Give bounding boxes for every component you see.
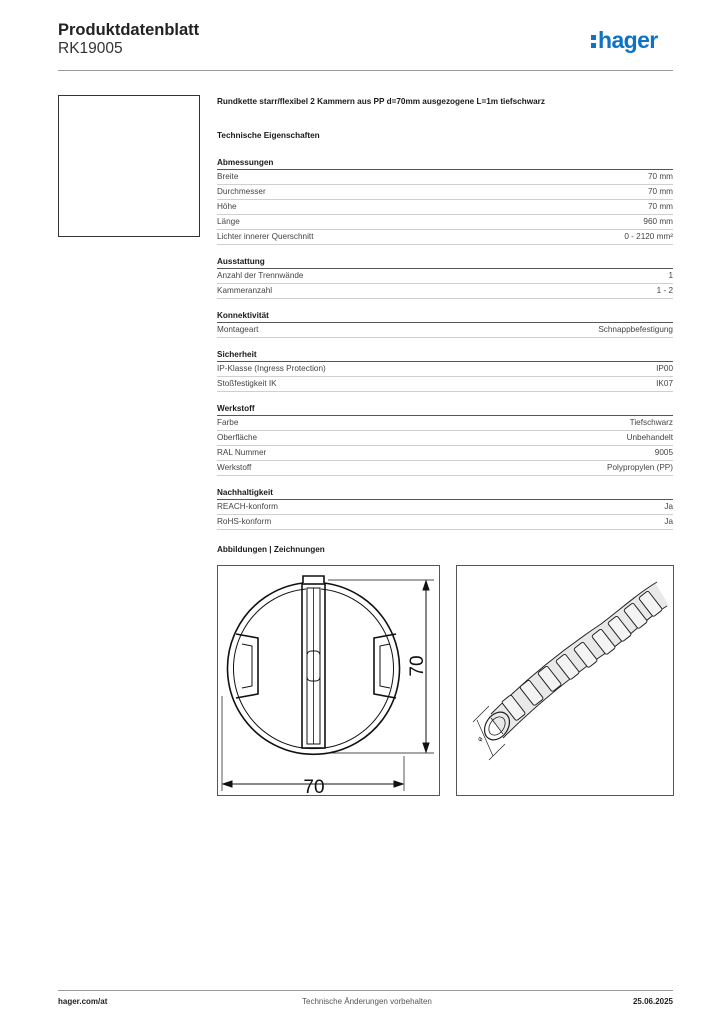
footer-date: 25.06.2025 bbox=[632, 997, 673, 1006]
product-image-placeholder bbox=[58, 95, 200, 237]
dim-arrow-bottom bbox=[423, 743, 429, 752]
footer-divider bbox=[58, 990, 673, 991]
spec-value: 1 - 2 bbox=[656, 286, 673, 295]
page-title: Produktdatenblatt bbox=[58, 21, 200, 39]
spec-section-title: Ausstattung bbox=[217, 255, 673, 269]
spec-section bbox=[217, 309, 673, 338]
dim-arrow-right bbox=[394, 781, 403, 787]
dim-width-label: 70 bbox=[303, 777, 325, 795]
main-content bbox=[217, 96, 673, 530]
spec-row bbox=[217, 431, 673, 446]
spec-row bbox=[217, 377, 673, 392]
dim-arrow-top bbox=[423, 581, 429, 590]
left-latch-inner bbox=[242, 644, 252, 688]
spec-row bbox=[217, 170, 673, 185]
spec-row bbox=[217, 446, 673, 461]
footer-disclaimer: Technische Änderungen vorbehalten bbox=[302, 997, 432, 1006]
spec-label: RAL Nummer bbox=[217, 448, 267, 457]
spec-label: Höhe bbox=[217, 202, 237, 211]
spec-section-title: Konnektivität bbox=[217, 309, 673, 323]
spec-value: 70 mm bbox=[647, 187, 673, 196]
spec-label: Montageart bbox=[217, 325, 259, 334]
spec-row bbox=[217, 200, 673, 215]
spec-row bbox=[217, 215, 673, 230]
spec-label: Breite bbox=[217, 172, 239, 181]
spec-label: Kammeranzahl bbox=[217, 286, 273, 295]
spec-label: Stoßfestigkeit IK bbox=[217, 379, 277, 388]
spec-section bbox=[217, 486, 673, 530]
spec-value: Tiefschwarz bbox=[629, 418, 673, 427]
spec-row bbox=[217, 323, 673, 338]
spec-row bbox=[217, 362, 673, 377]
header-divider bbox=[58, 70, 673, 71]
spec-label: RoHS-konform bbox=[217, 517, 272, 526]
dimension-drawing-svg bbox=[218, 566, 439, 795]
spec-label: Werkstoff bbox=[217, 463, 252, 472]
logo-text: hager bbox=[598, 27, 658, 53]
spec-label: Oberfläche bbox=[217, 433, 258, 442]
spec-value: Polypropylen (PP) bbox=[607, 463, 673, 472]
tech-props-title: Technische Eigenschaften bbox=[217, 131, 320, 140]
spec-value: 0 - 2120 mm² bbox=[624, 232, 673, 241]
spec-value: 1 bbox=[668, 271, 673, 280]
spec-label: Farbe bbox=[217, 418, 239, 427]
spec-row bbox=[217, 230, 673, 245]
spec-section-title: Sicherheit bbox=[217, 348, 673, 362]
spec-value: Ja bbox=[664, 502, 673, 511]
spec-value: Ja bbox=[664, 517, 673, 526]
dimension-drawing bbox=[217, 565, 440, 796]
dim-arrow-left bbox=[223, 781, 232, 787]
spec-section-title: Nachhaltigkeit bbox=[217, 486, 673, 500]
right-latch-outer bbox=[374, 634, 396, 698]
logo-dot-top bbox=[591, 35, 596, 40]
spec-label: Durchmesser bbox=[217, 187, 266, 196]
spec-value: Schnappbefestigung bbox=[598, 325, 673, 334]
spec-section bbox=[217, 402, 673, 476]
hager-logo bbox=[591, 26, 673, 56]
spec-sections bbox=[217, 156, 673, 530]
top-notch bbox=[303, 576, 324, 583]
spec-value: 70 mm bbox=[647, 172, 673, 181]
logo-dot-bottom bbox=[591, 43, 596, 48]
spec-value: IK07 bbox=[656, 379, 673, 388]
spec-label: Lichter innerer Querschnitt bbox=[217, 232, 314, 241]
figures-title: Abbildungen | Zeichnungen bbox=[217, 545, 325, 554]
spec-section bbox=[217, 156, 673, 245]
spec-row bbox=[217, 284, 673, 299]
spec-value: 9005 bbox=[654, 448, 673, 457]
dim-height-label: 70 bbox=[407, 655, 428, 677]
spec-value: 70 mm bbox=[647, 202, 673, 211]
spec-row bbox=[217, 461, 673, 476]
left-latch-outer bbox=[236, 634, 258, 698]
dia-label: ø bbox=[476, 735, 485, 743]
spec-row bbox=[217, 515, 673, 530]
spec-value: 960 mm bbox=[643, 217, 673, 226]
product-code: RK19005 bbox=[58, 40, 123, 57]
spec-row bbox=[217, 185, 673, 200]
right-latch-inner bbox=[380, 644, 390, 688]
dia-ext-top bbox=[473, 706, 489, 722]
spec-label: Länge bbox=[217, 217, 240, 226]
spec-value: IP00 bbox=[656, 364, 673, 373]
spec-label: REACH-konform bbox=[217, 502, 278, 511]
spec-section-title: Werkstoff bbox=[217, 402, 673, 416]
spec-label: IP-Klasse (Ingress Protection) bbox=[217, 364, 326, 373]
product-perspective-drawing bbox=[456, 565, 674, 796]
spec-section bbox=[217, 255, 673, 299]
spec-row bbox=[217, 416, 673, 431]
spec-section-title: Abmessungen bbox=[217, 156, 673, 170]
spec-section bbox=[217, 348, 673, 392]
spec-row bbox=[217, 500, 673, 515]
spec-row bbox=[217, 269, 673, 284]
spec-label: Anzahl der Trennwände bbox=[217, 271, 304, 280]
perspective-drawing-svg bbox=[457, 566, 673, 795]
spec-value: Unbehandelt bbox=[626, 433, 673, 442]
footer-website-link[interactable]: hager.com/at bbox=[58, 997, 108, 1006]
product-title: Rundkette starr/flexibel 2 Kammern aus PP d=70mm ausgezogene L=1m tiefschwarz bbox=[217, 97, 545, 106]
